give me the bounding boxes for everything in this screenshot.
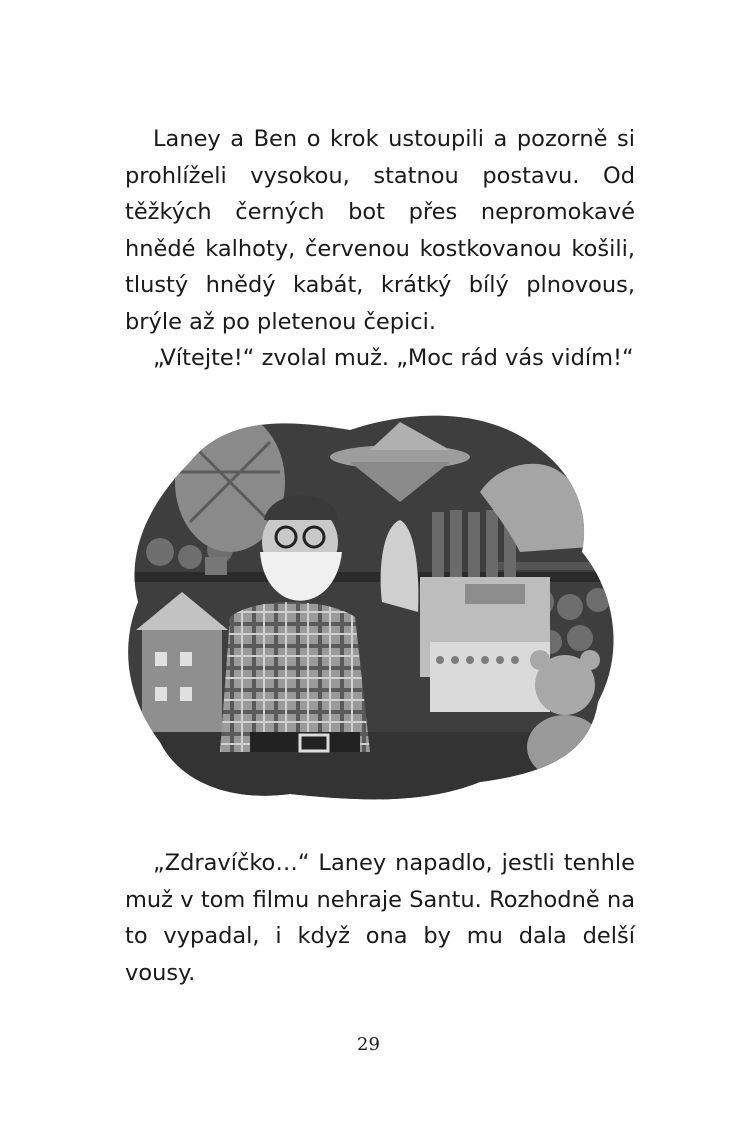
paragraph: „Vítejte!“ zvolal muž. „Moc rád vás vidím!“ — [153, 345, 634, 371]
body-text-bottom — [125, 845, 635, 991]
paragraph: Laney a Ben o krok ustoupili a pozorně si prohlíželi vysokou, statnou postavu. Od těžkých černých bot přes nepromokavé hnědé kalhoty, červenou kostkovanou košili, tlustý hnědý kabát, krátký bílý plnovous, brýle až po pletenou čepici. — [125, 126, 635, 335]
toy-shop-illustration — [120, 402, 620, 810]
paragraph: „Zdravíčko…“ Laney napadlo, jestli tenhle muž v tom filmu nehraje Santu. Rozhodně na to vypadal, i když ona by mu dala delší vousy. — [125, 850, 635, 986]
body-text-top — [125, 121, 635, 377]
page-number: 29 — [357, 1034, 380, 1055]
